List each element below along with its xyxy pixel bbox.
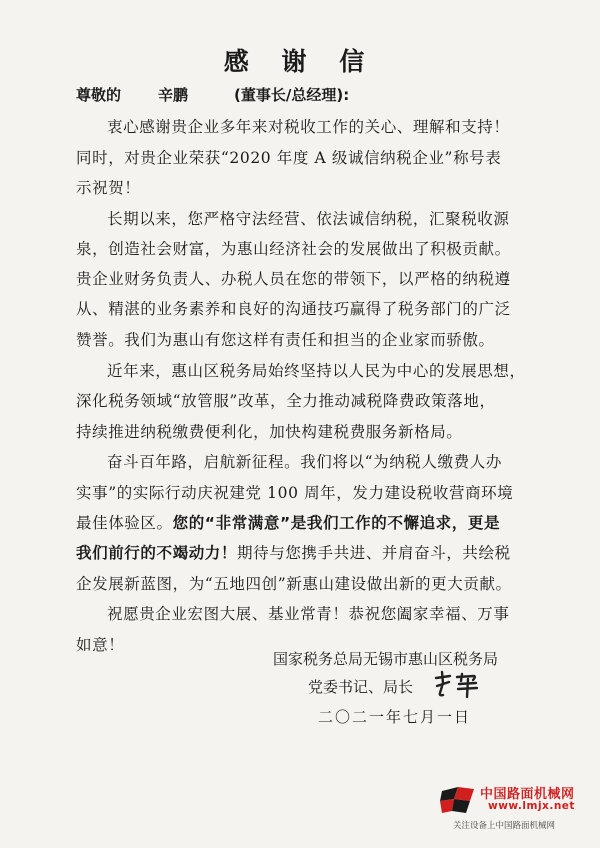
salutation — [76, 84, 350, 105]
body-line: 祝愿贵企业宏图大展、基业常青！恭祝您阖家幸福、万事 — [107, 605, 510, 623]
watermark-logo — [440, 781, 600, 841]
recipient-role: (董事长/总经理): — [234, 86, 350, 104]
body-line: 近年来，惠山区税务局始终坚持以人民为中心的发展思想， — [107, 362, 526, 380]
recipient-name: 辛鹏 — [158, 86, 189, 104]
body-line: 同时，对贵企业荣获“2020 年度 A 级诚信纳税企业”称号表 — [76, 149, 502, 167]
body-line: 贵企业财务负责人、办税人员在您的带领下，以严格的纳税遵 — [76, 270, 511, 288]
letter-title: 感 谢 信 — [223, 47, 377, 76]
body-line: 泉，创造社会财富，为惠山经济社会的发展做出了积极贡献。 — [76, 240, 511, 258]
body-line: 长期以来，您严格守法经营、依法诚信纳税，汇聚税收源 — [107, 210, 510, 228]
watermark-cn: 中国路面机械网 — [480, 787, 575, 802]
body-segment: 最佳体验区。 — [76, 514, 173, 532]
signature-date: 二〇二一年七月一日 — [318, 708, 472, 726]
signature-org: 国家税务总局无锡市惠山区税务局 — [273, 650, 499, 668]
body-line: 企发展新蓝图，为“五地四创”新惠山建设做出新的更大贡献。 — [76, 575, 512, 593]
body-line: 从、精湛的业务素养和良好的沟通技巧赢得了税务部门的广泛 — [76, 300, 511, 318]
body-line — [76, 511, 500, 533]
body-line: 奋斗百年路，启航新征程。我们将以“为纳税人缴费人办 — [107, 453, 502, 471]
watermark-sub: 关注设备上中国路面机械网 — [453, 821, 556, 831]
body-segment: 期待与您携手共进、并肩奋斗，共绘税 — [237, 544, 511, 562]
body-line: 持续推进纳税缴费便利化，加快构建税费服务新格局。 — [76, 423, 463, 441]
lmjx-logo-icon — [440, 785, 478, 815]
salutation-lead: 尊敬的 — [76, 86, 122, 104]
body-line: 衷心感谢贵企业多年来对税收工作的关心、理解和支持！ — [107, 118, 510, 136]
body-line: 深化税务领域“放管服”改革，全力推动减税降费政策落地， — [76, 392, 496, 410]
watermark-url: www.lmjx.net — [488, 800, 575, 812]
body-line: 实事”的实际行动庆祝建党 100 周年，发力建设税收营商环境 — [76, 484, 514, 502]
bold-statement: 您的“非常满意”是我们工作的不懈追求，更是 — [172, 514, 501, 532]
body-line: 赞誉。我们为惠山有您这样有责任和担当的企业家而骄傲。 — [76, 331, 495, 349]
body-line: 如意！ — [76, 636, 125, 654]
body-line: 示祝贺！ — [76, 179, 141, 197]
signature-position: 党委书记、局长 — [308, 678, 414, 696]
body-line — [76, 541, 511, 563]
handwritten-signature — [432, 669, 482, 699]
bold-statement: 我们前行的不竭动力！ — [76, 544, 238, 562]
